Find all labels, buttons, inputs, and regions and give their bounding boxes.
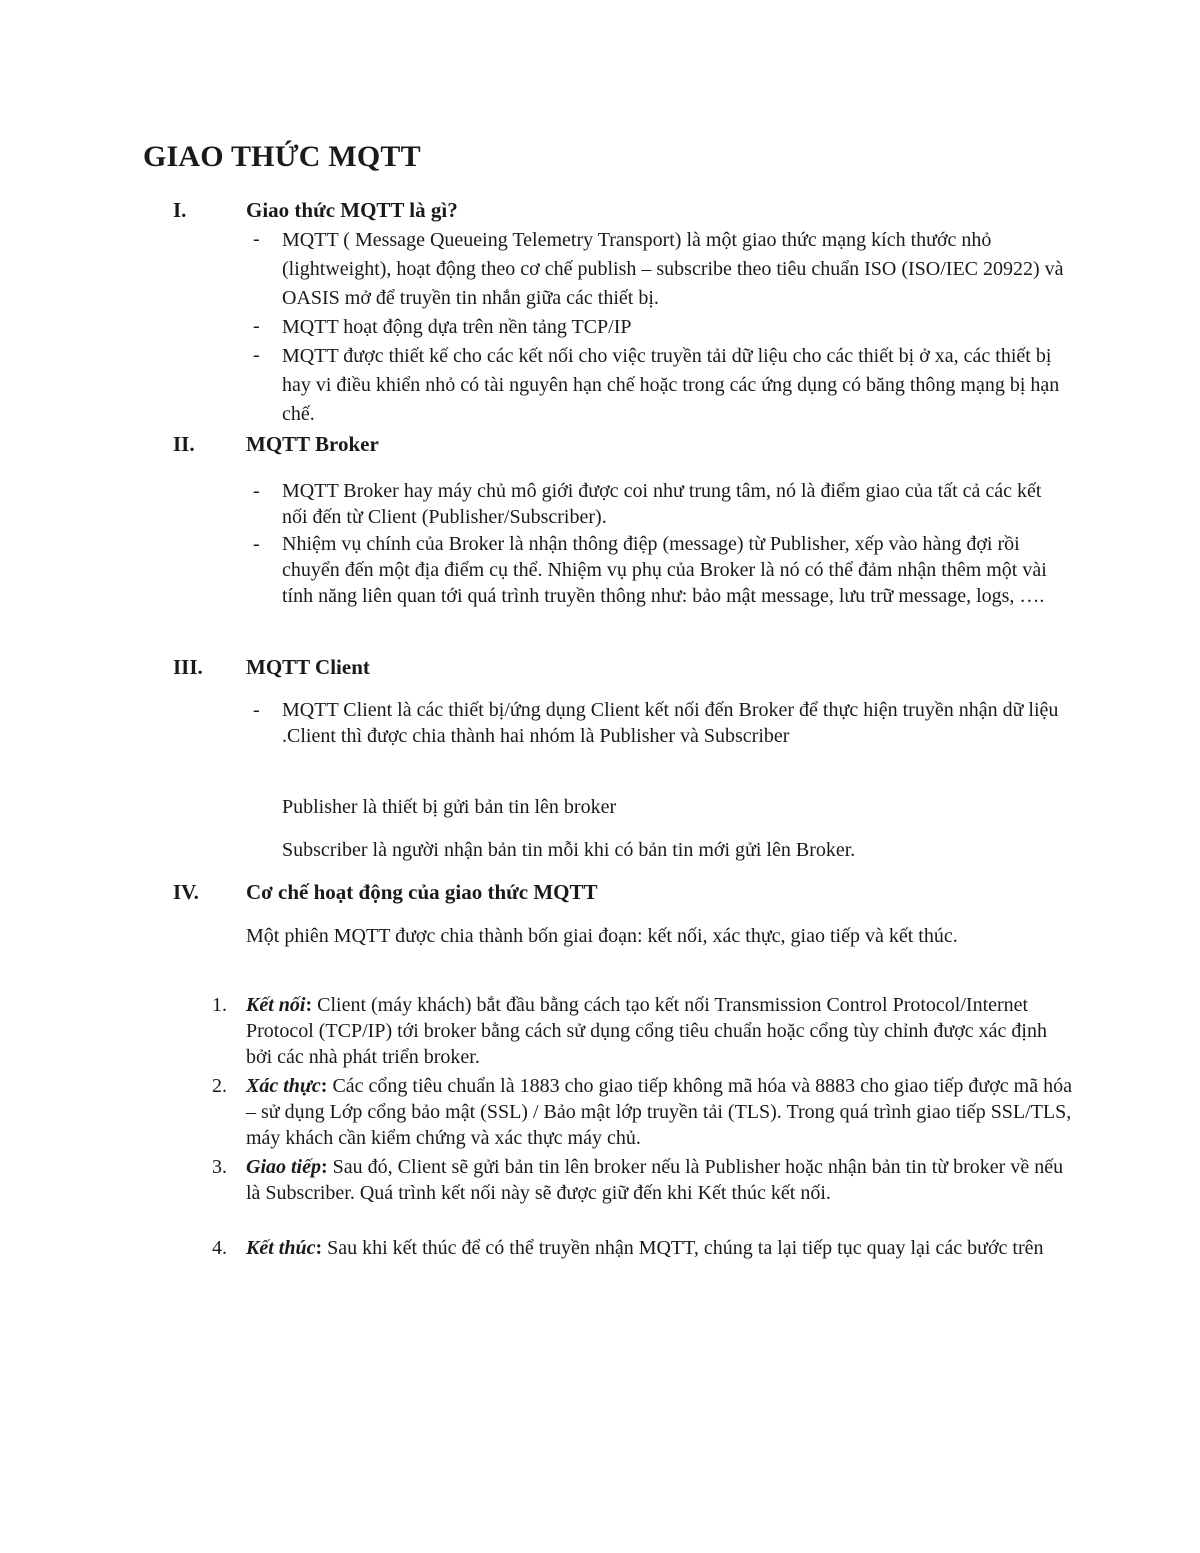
step-number: 2. <box>212 1075 227 1097</box>
step-number: 1. <box>212 994 227 1016</box>
bullet-text: Nhiệm vụ chính của Broker là nhận thông điệp (message) từ Publisher, xếp vào hàng đợi rồi chuyển đến một địa điểm cụ thể. Nhiệm vụ phụ của Broker là nó có thể đảm nhận thêm một vài tính năng liên quan tới quá trình truyền thông như: bảo mật message, lưu trữ message, logs, …. <box>282 533 1047 607</box>
bullet-text: MQTT ( Message Queueing Telemetry Transport) là một giao thức mạng kích thước nhỏ (lightweight), hoạt động theo cơ chế publish – subscribe theo tiêu chuẩn ISO (ISO/IEC 20922) và OASIS mở để truyền tin nhắn giữa các thiết bị. <box>282 229 1064 309</box>
step-separator: : <box>321 1156 333 1178</box>
step-body: Các cổng tiêu chuẩn là 1883 cho giao tiếp không mã hóa và 8883 cho giao tiếp được mã hóa – sử dụng Lớp cổng bảo mật (SSL) / Bảo mật lớp truyền tải (TLS). Trong quá trình giao tiếp SSL/TLS, máy khách cần kiểm chứng và xác thực máy chủ. <box>246 1075 1072 1149</box>
section-heading: Giao thức MQTT là gì? <box>246 198 458 222</box>
step-body: Client (máy khách) bắt đầu bằng cách tạo kết nối Transmission Control Protocol/Internet Protocol (TCP/IP) tới broker bằng cách sử dụng cổng tiêu chuẩn hoặc cổng tùy chỉnh được xác định bởi các nhà phát triển broker. <box>246 994 1047 1068</box>
step-body: Sau đó, Client sẽ gửi bản tin lên broker nếu là Publisher hoặc nhận bản tin từ broker về nếu là Subscriber. Quá trình kết nối này sẽ được giữ đến khi Kết thúc kết nối. <box>246 1156 1064 1204</box>
step-text <box>246 1154 1076 1206</box>
bullet-text: MQTT hoạt động dựa trên nền tảng TCP/IP <box>282 316 632 338</box>
section-heading: MQTT Client <box>246 655 370 679</box>
step-label: Giao tiếp <box>246 1156 321 1178</box>
step-text <box>246 1073 1076 1151</box>
step-text <box>246 992 1076 1070</box>
section-heading: Cơ chế hoạt động của giao thức MQTT <box>246 880 598 904</box>
bullet-text: MQTT được thiết kế cho các kết nối cho việc truyền tải dữ liệu cho các thiết bị ở xa, các thiết bị hay vi điều khiển nhỏ có tài nguyên hạn chế hoặc trong các ứng dụng có băng thông mạng bị hạn chế. <box>282 345 1060 425</box>
section-heading: MQTT Broker <box>246 432 379 456</box>
step-label: Kết thúc <box>246 1237 316 1259</box>
step-separator: : <box>315 1237 328 1259</box>
paragraph: Publisher là thiết bị gửi bản tin lên broker <box>282 796 617 818</box>
section-number: IV. <box>173 880 199 904</box>
bullet-dash: - <box>253 533 260 555</box>
bullet-dash: - <box>253 228 260 250</box>
step-separator: : <box>320 1075 333 1097</box>
step-label: Xác thực <box>246 1075 321 1097</box>
bullet-dash: - <box>253 344 260 366</box>
bullet-dash: - <box>253 315 260 337</box>
step-text <box>246 1235 1076 1261</box>
step-body: Sau khi kết thúc để có thể truyền nhận MQTT, chúng ta lại tiếp tục quay lại các bước trên <box>327 1237 1044 1259</box>
page-title: GIAO THỨC MQTT <box>143 140 421 173</box>
step-number: 4. <box>212 1237 227 1259</box>
step-label: Kết nối <box>246 994 306 1016</box>
section-number: III. <box>173 655 203 679</box>
section-number: I. <box>173 198 187 222</box>
step-separator: : <box>305 994 318 1016</box>
step-number: 3. <box>212 1156 227 1178</box>
bullet-dash: - <box>253 699 260 721</box>
intro-paragraph: Một phiên MQTT được chia thành bốn giai đoạn: kết nối, xác thực, giao tiếp và kết thúc. <box>246 925 958 947</box>
bullet-text: MQTT Client là các thiết bị/ứng dụng Client kết nối đến Broker để thực hiện truyền nhận dữ liệu .Client thì được chia thành hai nhóm là Publisher và Subscriber <box>282 699 1059 747</box>
paragraph: Subscriber là người nhận bản tin mỗi khi có bản tin mới gửi lên Broker. <box>282 839 856 861</box>
bullet-text: MQTT Broker hay máy chủ mô giới được coi như trung tâm, nó là điểm giao của tất cả các kết nối đến từ Client (Publisher/Subscriber). <box>282 480 1042 528</box>
bullet-dash: - <box>253 480 260 502</box>
section-number: II. <box>173 432 195 456</box>
